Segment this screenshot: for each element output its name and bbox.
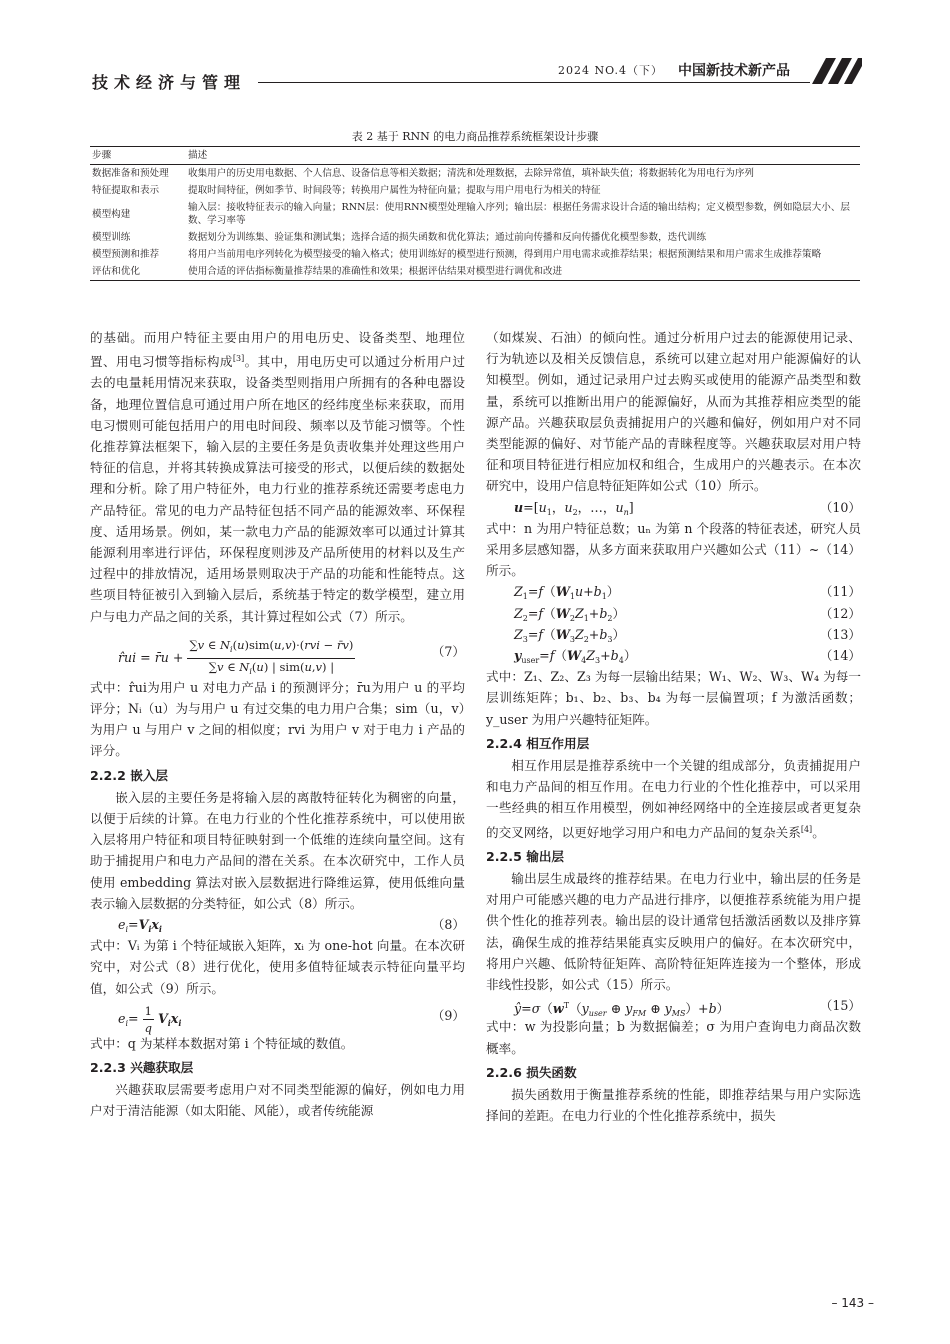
equation-description: 式中：Vᵢ 为第 i 个特征域嵌入矩阵，xᵢ 为 one-hot 向量。在本次研究中，对公式（8）进行优化，使用多值特征域表示特征向量平均值，如公式（9）所示。 <box>90 938 465 996</box>
table-cell: 数据准备和预处理 <box>92 168 169 179</box>
table-cell: 数据划分为训练集、验证集和测试集；选择合适的损失函数和优化算法；通过前向传播和反向传播优化模型参数，迭代训练 <box>188 232 707 243</box>
issue-label: 2024 NO.4（下） <box>558 64 663 77</box>
table-row <box>90 182 860 199</box>
section-heading: 2.2.2 嵌入层 <box>90 767 169 783</box>
paragraph: 输出层生成最终的推荐结果。在电力行业中，输出层的任务是对用户可能感兴趣的电力产品进行排序，以便推荐系统能为用户提供个性化的推荐列表。输出层的设计通常包括激活函数以及排序算法，确保生成的推荐结果能真实反映用户的偏好。在本次研究中，将用户兴趣、低阶特征矩阵、高阶特征矩阵连接为一个整体，形成非线性投影，如公式（15）所示。 <box>486 871 861 993</box>
citation: [3] <box>232 354 245 364</box>
paragraph: 的基础。而用户特征主要由用户的用电历史、设备类型、地理位置、用电习惯等指标构成[3]。其中，用电历史可以通过分析用户过去的电量耗用情况来获取，设备类型则指用户所拥有的各种电器设备，地理位置信息可通过用户所在地区的经纬度坐标来获取，而用电习惯则可能包括用户的用电时间段、频率以及节能习惯等。个性化推荐算法框架下，输入层的主要任务是负责收集并处理这些用户特征的信息，并将其转换成算法可接受的形式，以便后续的数据处理和分析。除了用户特征外，电力行业的推荐系统还需要考虑电力产品特征。常见的电力产品特征包括不同产品的能源效率、环保程度、适用场景。例如，某一款电力产品的能源效率可以通过计算其能源利用率进行评估，环保程度则涉及产品所使用的材料以及生产过程中的排放情况，适用场景则取决于产品的功能和性能特点。这些项目特征被引入到输入层后，系统基于特定的数学模型，建立用户与电力产品之间的关系，其计算过程如公式（7）所示。 <box>90 330 466 624</box>
section-heading: 2.2.6 损失函数 <box>486 1064 577 1080</box>
equation-number: （15） <box>819 998 861 1014</box>
table-cell: 输入层：接收特征表示的输入向量；RNN层：使用RNN模型处理输入序列；输出层：根据任务需求设计合适的输出结构；定义模型参数，例如隐层大小、层数、学习率等 <box>188 202 851 226</box>
equation-number: （12） <box>819 605 861 621</box>
citation: [4] <box>800 824 813 834</box>
table-row <box>90 199 860 229</box>
equation-number: （14） <box>819 647 861 663</box>
journal-logo-icon <box>812 58 862 84</box>
equation-10 <box>486 497 861 518</box>
equation-description: 式中：n 为用户特征总数；uₙ 为第 n 个段落的特征表述，研究人员采用多层感知器，从多方面来获取用户兴趣如公式（11）~（14）所示。 <box>486 520 861 579</box>
table-cell: 使用合适的评估指标衡量推荐结果的准确性和效果；根据评估结果对模型进行调优和改进 <box>188 266 563 277</box>
equation-11 <box>486 581 861 602</box>
equation-12-formula: $Z_2=f(W_2Z_1+b_2)$ <box>514 605 626 623</box>
equation-8 <box>90 914 465 935</box>
section-heading: 2.2.4 相互作用层 <box>486 735 590 751</box>
equation-7 <box>90 627 465 677</box>
journal-name: 中国新技术新产品 <box>678 63 790 79</box>
equation-number: （9） <box>431 1007 465 1023</box>
table-cell: 模型构建 <box>92 208 131 220</box>
page-number: – 143 – <box>831 1296 874 1310</box>
equation-14 <box>486 645 861 666</box>
paragraph: 嵌入层的主要任务是将输入层的离散特征转化为稠密的向量，以便于后续的计算。在电力行业的个性化推荐系统中，可以使用嵌入层将用户特征和项目特征映射到一个低维的连续向量空间。这有助于捕捉用户和电力产品间的潜在关系。在本次研究中，工作人员使用 embedding 算法对嵌入层数据进行降维运算，使用低维向量表示输入层数据的分类特征，如公式（8）所示。 <box>90 789 465 911</box>
paragraph: （如煤炭、石油）的倾向性。通过分析用户过去的能源使用记录、行为轨迹以及相关反馈信息，系统可以建立起对用户能源偏好的认知模型。例如，通过记录用户过去购买或使用的能源产品类型和数量，系统可以推断出用户的能源偏好，从而为其推荐相应类型的能源产品。兴趣获取层负责捕捉用户的兴趣和偏好，例如用户对不同类型能源的偏好、对节能产品的青睐程度等。兴趣获取层对用户特征和项目特征进行相应加权和组合，生成用户的兴趣表示。在本次研究中，设用户信息特征矩阵如公式（10）所示。 <box>486 330 861 494</box>
equation-9 <box>90 999 465 1033</box>
section-heading: 2.2.3 兴趣获取层 <box>90 1060 194 1076</box>
table-cell: 模型预测和推荐 <box>92 249 160 260</box>
table-cell: 提取时间特征，例如季节、时间段等；转换用户属性为特征向量；提取与用户用电行为相关的特征 <box>188 185 601 196</box>
equation-number: （8） <box>431 917 465 933</box>
equation-7-formula: r̂ui = r̄u + $\frac{\sum v \in N_i(u)sim(u,v)\cdot(rvi - r̄v)}{\sum v \in N_i(u) | sim(u,v) |}$ <box>118 637 354 676</box>
equation-13 <box>486 624 861 645</box>
equation-13-formula: $Z_3=f(W_3Z_2+b_3)$ <box>514 626 626 644</box>
table-cell: 模型训练 <box>92 232 131 243</box>
paragraph: 相互作用层是推荐系统中一个关键的组成部分，负责捕捉用户和电力产品间的相互作用。在电力行业的个性化推荐中，可以采用一些经典的相互作用模型，例如神经网络中的全连接层或者更复杂的交叉网络，以更好地学习用户和电力产品间的复杂关系[4]。 <box>486 757 861 840</box>
equation-number: （10） <box>819 499 861 515</box>
equation-8-formula: $e_i=V_ix_i$ <box>118 917 162 935</box>
table-row <box>90 246 860 263</box>
section-heading: 2.2.5 输出层 <box>486 848 565 864</box>
equation-15 <box>486 995 861 1019</box>
equation-10-formula: $u=[u_1$，$u_2$，…，$u_n$] <box>514 499 634 517</box>
equation-description: 式中：q 为某样本数据对第 i 个特征域的数值。 <box>90 1035 354 1051</box>
table-row <box>90 263 860 281</box>
equation-number: （7） <box>431 643 465 659</box>
paragraph: 兴趣获取层需要考虑用户对不同类型能源的偏好，例如电力用户对于清洁能源（如太阳能、风能），或者传统能源 <box>90 1082 465 1119</box>
steps-table <box>90 146 860 281</box>
left-column <box>90 327 465 1122</box>
paragraph: 损失函数用于衡量推荐系统的性能，即推荐结果与用户实际选择间的差距。在电力行业的个性化推荐系统中，损失 <box>486 1087 861 1124</box>
equation-description: 式中：Z₁、Z₂、Z₃ 为每一层输出结果；W₁、W₂、W₃、W₄ 为每一层训练矩阵；b₁、b₂、b₃、b₄ 为每一层偏置项；f 为激活函数；y_user 为用户兴趣特征矩阵。 <box>486 669 861 727</box>
equation-15-formula: $ŷ=\sigma(w^T(y_{user}$ ⊕ $y_{FM}$ ⊕ $y_{MS})+b$） <box>514 1001 730 1019</box>
equation-number: （13） <box>819 626 861 642</box>
right-column <box>486 327 861 1126</box>
column-header: 描述 <box>188 150 208 161</box>
equation-description: 式中：w 为投影向量；b 为数据偏差；σ 为用户查询电力商品次数概率。 <box>486 1019 861 1056</box>
equation-description: 式中：r̂ui为用户 u 对电力产品 i 的预测评分；r̄u为用户 u 的平均评分；Nᵢ（u）为与用户 u 有过交集的电力用户合集；sim（u，v）为用户 u 与用户 v 之间的相似度；rvi 为用户 v 对于电力 i 产品的评分。 <box>90 679 465 759</box>
equation-number: （11） <box>819 584 861 600</box>
table-header-row <box>90 147 860 165</box>
header-rule <box>258 82 810 83</box>
equation-14-formula: $y_{user}=f(W_4Z_3+b_4)$ <box>514 647 637 665</box>
column-header: 步骤 <box>92 150 112 161</box>
table-cell: 将用户当前用电序列转化为模型接受的输入格式；使用训练好的模型进行预测，得到用户用电需求或推荐结果；根据预测结果和用户需求生成推荐策略 <box>188 249 822 260</box>
equation-12 <box>486 603 861 624</box>
equation-11-formula: $Z_1=f(W_1u+b_1)$ <box>514 584 620 602</box>
equation-9-formula: $e_i=$ $\frac{1}{q}$ $V_ix_i$ <box>118 1003 182 1035</box>
table-cell: 评估和优化 <box>92 266 140 277</box>
journal-section-title: 技术经济与管理 <box>92 73 247 92</box>
table-cell: 收集用户的历史用电数据、个人信息、设备信息等相关数据；清洗和处理数据，去除异常值，填补缺失值；将数据转化为用电行为序列 <box>188 168 755 179</box>
table-caption: 表 2 基于 RNN 的电力商品推荐系统框架设计步骤 <box>351 130 599 143</box>
table-row <box>90 165 860 183</box>
table-row <box>90 229 860 246</box>
table-cell: 特征提取和表示 <box>92 185 160 196</box>
